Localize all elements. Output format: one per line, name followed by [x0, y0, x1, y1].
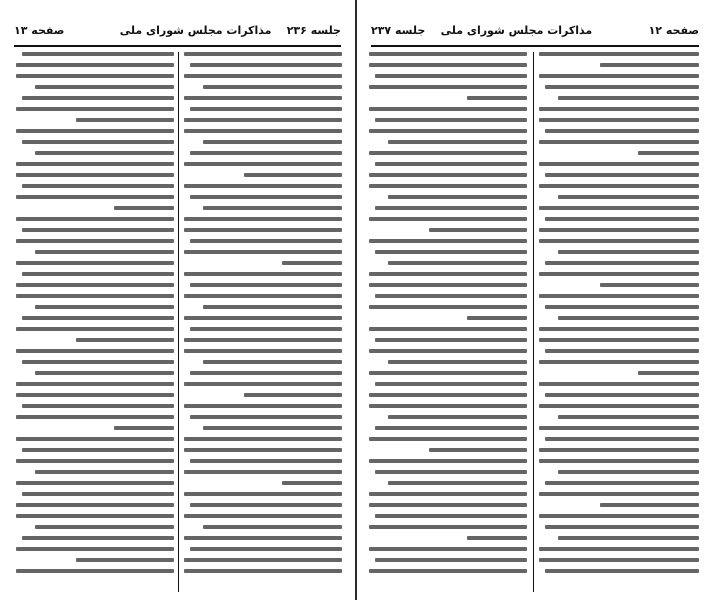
text-line — [190, 107, 342, 111]
text-line — [539, 206, 699, 210]
text-line — [369, 437, 527, 441]
text-line — [388, 261, 527, 265]
text-line — [190, 195, 342, 199]
text-line — [22, 184, 174, 188]
text-line — [16, 349, 174, 353]
text-line — [35, 470, 174, 474]
text-line — [22, 360, 174, 364]
text-line — [203, 206, 342, 210]
text-line — [375, 558, 527, 562]
text-line — [184, 437, 342, 441]
text-line — [184, 129, 342, 133]
text-line — [369, 327, 527, 331]
text-line — [369, 184, 527, 188]
text-line — [16, 195, 174, 199]
text-line — [282, 481, 342, 485]
text-line — [369, 503, 527, 507]
text-line — [114, 426, 174, 430]
text-line — [638, 371, 699, 375]
text-line — [539, 558, 699, 562]
text-line — [16, 415, 174, 419]
text-line — [375, 162, 527, 166]
text-line — [184, 118, 342, 122]
text-line — [539, 118, 699, 122]
right-page — [357, 0, 713, 600]
text-line — [539, 74, 699, 78]
right-header-page-number: صفحه ۱۲ — [648, 23, 699, 37]
text-line — [369, 547, 527, 551]
text-line — [375, 514, 527, 518]
text-line — [35, 85, 174, 89]
text-line — [638, 151, 699, 155]
text-line — [16, 217, 174, 221]
text-line — [16, 283, 174, 287]
text-line — [539, 140, 699, 144]
left-page-header — [14, 18, 341, 42]
text-line — [558, 536, 699, 540]
text-line — [16, 63, 174, 67]
right-header-session: جلسه ۲۳۷ — [371, 23, 426, 37]
text-line — [545, 129, 699, 133]
text-line — [35, 250, 174, 254]
text-line — [184, 514, 342, 518]
text-line — [369, 349, 527, 353]
text-line — [558, 195, 699, 199]
text-line — [375, 118, 527, 122]
text-line — [16, 547, 174, 551]
text-line — [16, 294, 174, 298]
text-line — [190, 239, 342, 243]
text-line — [429, 228, 527, 232]
left-header-rule — [14, 45, 341, 47]
text-line — [539, 52, 699, 56]
text-line — [22, 272, 174, 276]
text-line — [375, 74, 527, 78]
text-line — [558, 470, 699, 474]
left-page — [0, 0, 355, 600]
text-line — [184, 470, 342, 474]
text-line — [190, 503, 342, 507]
text-line — [190, 459, 342, 463]
text-line — [184, 492, 342, 496]
left-header-session: جلسه ۲۳۶ — [286, 23, 341, 37]
text-line — [539, 382, 699, 386]
text-line — [539, 547, 699, 551]
text-line — [369, 525, 527, 529]
text-line — [282, 261, 342, 265]
text-line — [184, 349, 342, 353]
left-header-title-block — [120, 24, 341, 37]
text-line — [35, 305, 174, 309]
text-line — [375, 382, 527, 386]
text-line — [22, 52, 174, 56]
left-page-column-right — [184, 52, 342, 592]
text-line — [539, 404, 699, 408]
text-line — [16, 327, 174, 331]
right-header-title: مذاکرات مجلس شورای ملی — [440, 23, 593, 37]
text-line — [184, 272, 342, 276]
text-line — [16, 261, 174, 265]
text-line — [539, 448, 699, 452]
text-line — [539, 338, 699, 342]
text-line — [16, 393, 174, 397]
text-line — [600, 503, 699, 507]
text-line — [22, 316, 174, 320]
right-header-title-block — [371, 24, 592, 37]
text-line — [369, 404, 527, 408]
text-line — [375, 206, 527, 210]
text-line — [388, 415, 527, 419]
text-line — [22, 536, 174, 540]
text-line — [190, 63, 342, 67]
text-line — [184, 162, 342, 166]
text-line — [545, 525, 699, 529]
text-line — [600, 63, 699, 67]
text-line — [184, 96, 342, 100]
text-line — [539, 162, 699, 166]
text-line — [16, 437, 174, 441]
text-line — [16, 459, 174, 463]
text-line — [388, 195, 527, 199]
text-line — [16, 503, 174, 507]
text-line — [244, 173, 342, 177]
text-line — [22, 140, 174, 144]
text-line — [190, 327, 342, 331]
text-line — [369, 129, 527, 133]
text-line — [539, 492, 699, 496]
text-line — [369, 492, 527, 496]
text-line — [16, 382, 174, 386]
text-line — [539, 272, 699, 276]
text-line — [539, 514, 699, 518]
text-line — [190, 371, 342, 375]
text-line — [190, 151, 342, 155]
left-header-title: مذاکرات مجلس شورای ملی — [119, 23, 272, 37]
text-line — [375, 294, 527, 298]
text-line — [545, 393, 699, 397]
text-line — [545, 437, 699, 441]
text-line — [558, 96, 699, 100]
text-line — [184, 448, 342, 452]
text-line — [190, 547, 342, 551]
text-line — [35, 525, 174, 529]
text-line — [184, 569, 342, 573]
text-line — [203, 140, 342, 144]
text-line — [545, 569, 699, 573]
text-line — [375, 470, 527, 474]
right-header-rule — [371, 45, 699, 47]
right-page-column-divider — [533, 52, 534, 592]
text-line — [16, 162, 174, 166]
text-line — [600, 283, 699, 287]
text-line — [184, 228, 342, 232]
text-line — [545, 261, 699, 265]
text-line — [184, 294, 342, 298]
text-line — [16, 239, 174, 243]
left-page-column-divider — [178, 52, 179, 592]
text-line — [539, 426, 699, 430]
text-line — [16, 129, 174, 133]
text-line — [203, 360, 342, 364]
text-line — [388, 481, 527, 485]
text-line — [375, 426, 527, 430]
text-line — [369, 305, 527, 309]
text-line — [467, 96, 527, 100]
text-line — [35, 151, 174, 155]
text-line — [16, 173, 174, 177]
text-line — [184, 184, 342, 188]
right-page-column-right — [539, 52, 699, 592]
left-page-column-left — [16, 52, 174, 592]
text-line — [203, 426, 342, 430]
text-line — [467, 536, 527, 540]
text-line — [539, 239, 699, 243]
text-line — [184, 558, 342, 562]
right-page-column-left — [369, 52, 527, 592]
text-line — [369, 151, 527, 155]
text-line — [244, 393, 342, 397]
text-line — [539, 459, 699, 463]
text-line — [545, 85, 699, 89]
text-line — [539, 294, 699, 298]
text-line — [375, 250, 527, 254]
text-line — [16, 107, 174, 111]
text-line — [184, 338, 342, 342]
text-line — [16, 481, 174, 485]
text-line — [190, 283, 342, 287]
text-line — [369, 173, 527, 177]
text-line — [369, 107, 527, 111]
text-line — [114, 206, 174, 210]
text-line — [539, 360, 699, 364]
text-line — [22, 448, 174, 452]
text-line — [369, 52, 527, 56]
text-line — [369, 217, 527, 221]
text-line — [369, 569, 527, 573]
text-line — [184, 250, 342, 254]
right-page-header — [371, 18, 699, 42]
text-line — [539, 327, 699, 331]
text-line — [369, 63, 527, 67]
text-line — [558, 415, 699, 419]
text-line — [16, 74, 174, 78]
text-line — [369, 239, 527, 243]
text-line — [35, 371, 174, 375]
text-line — [22, 492, 174, 496]
text-line — [203, 525, 342, 529]
text-line — [545, 305, 699, 309]
text-line — [184, 536, 342, 540]
text-line — [76, 118, 174, 122]
text-line — [369, 283, 527, 287]
text-line — [369, 393, 527, 397]
text-line — [190, 415, 342, 419]
text-line — [369, 459, 527, 463]
text-line — [184, 382, 342, 386]
text-line — [369, 371, 527, 375]
text-line — [539, 228, 699, 232]
text-line — [184, 52, 342, 56]
text-line — [539, 184, 699, 188]
text-line — [545, 217, 699, 221]
text-line — [76, 558, 174, 562]
text-line — [545, 173, 699, 177]
text-line — [429, 448, 527, 452]
text-line — [388, 140, 527, 144]
text-line — [76, 338, 174, 342]
text-line — [388, 360, 527, 364]
text-line — [203, 85, 342, 89]
text-line — [369, 272, 527, 276]
text-line — [22, 228, 174, 232]
text-line — [184, 404, 342, 408]
text-line — [545, 349, 699, 353]
text-line — [558, 316, 699, 320]
text-line — [22, 96, 174, 100]
text-line — [375, 338, 527, 342]
text-line — [184, 74, 342, 78]
text-line — [467, 316, 527, 320]
text-line — [184, 217, 342, 221]
left-header-page-number: صفحه ۱۳ — [14, 23, 65, 37]
text-line — [22, 404, 174, 408]
text-line — [545, 481, 699, 485]
text-line — [16, 569, 174, 573]
text-line — [16, 514, 174, 518]
text-line — [369, 85, 527, 89]
text-line — [558, 250, 699, 254]
text-line — [184, 316, 342, 320]
text-line — [203, 305, 342, 309]
text-line — [539, 107, 699, 111]
